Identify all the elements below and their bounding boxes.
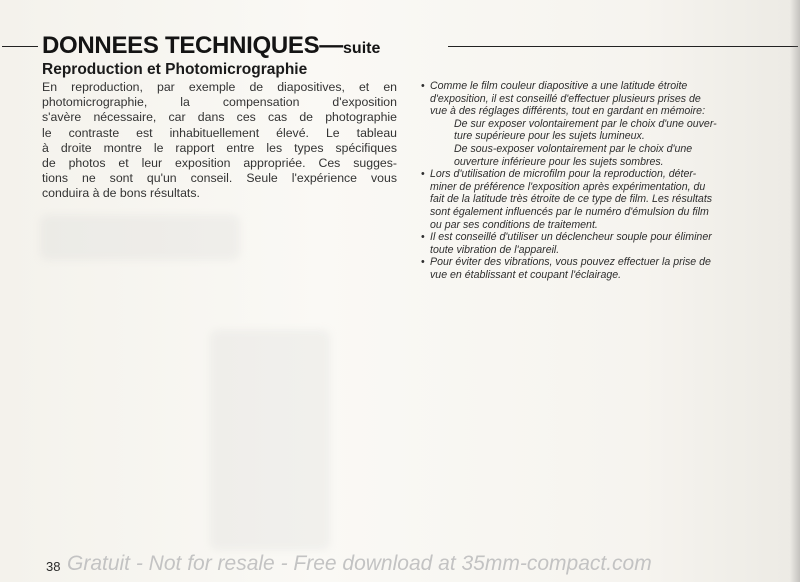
note-line: ou par ses conditions de traitement. [430, 218, 598, 231]
note-line: ouverture inférieure pour les sujets sombres. [454, 155, 664, 168]
paragraph-line: s'avère nécessaire, car dans ces cas de photographie [42, 110, 397, 125]
note-line: Pour éviter des vibrations, vous pouvez effectuer la prise de [430, 256, 711, 269]
paragraph-line: photomicrographie, la compensation d'exposition [42, 95, 397, 110]
page-number: 38 [46, 559, 61, 574]
page-title-main: DONNEES TECHNIQUES— [42, 32, 344, 59]
paragraph-line: le contraste est inhabituellement élevé. Le tableau [42, 125, 397, 140]
note-item [420, 231, 778, 256]
bullet-icon: • [421, 168, 425, 181]
note-subitem [430, 143, 778, 168]
note-line: Lors d'utilisation de microfilm pour la reproduction, déter- [430, 168, 697, 181]
page-footer [44, 550, 784, 580]
bullet-icon: • [421, 80, 425, 92]
note-line: sont également influencés par le numéro d'émulsion du film [430, 205, 709, 218]
show-through-shadow [40, 215, 240, 260]
note-line: ture supérieure pour les sujets lumineux. [454, 130, 645, 143]
note-line: vue en établissant et coupant l'éclairage. [430, 268, 622, 281]
page-title [42, 32, 380, 60]
paragraph-line: à droite montre le rapport entre les types spécifiques [42, 140, 397, 155]
download-watermark: Gratuit - Not for resale - Free download at 35mm-compact.com [67, 552, 652, 575]
note-item [420, 168, 778, 231]
header-rule-right [448, 46, 798, 47]
note-item [420, 256, 778, 281]
note-line: vue à des réglages différents, tout en gardant en mémoire: [430, 105, 706, 118]
note-line: d'exposition, il est conseillé d'effectuer plusieurs prises de [430, 92, 701, 105]
note-line: De sur exposer volontairement par le choix d'une ouver- [454, 117, 717, 130]
page-header [0, 32, 800, 58]
note-item [420, 80, 778, 168]
paragraph-line: conduira à de bons résultats. [42, 186, 200, 201]
page-edge-shadow [790, 0, 800, 582]
note-line: toute vibration de l'appareil. [430, 243, 560, 256]
note-line: De sous-exposer volontairement par le choix d'une [454, 142, 693, 155]
note-subitem [430, 118, 778, 143]
paragraph-line: En reproduction, par exemple de diapositives, et en [42, 80, 397, 94]
show-through-shadow [210, 330, 330, 550]
paragraph-line: de photos et leur exposition appropriée. Ces sugges- [42, 156, 397, 171]
page-title-suffix: suite [343, 40, 381, 57]
body-paragraph [42, 80, 397, 202]
note-line: Il est conseillé d'utiliser un déclencheur souple pour éliminer [430, 231, 712, 244]
note-line: miner de préférence l'exposition après expérimentation, du [430, 180, 706, 193]
header-rule-left [2, 46, 38, 47]
note-line: fait de la latitude très étroite de ce type de film. Les résultats [430, 193, 713, 206]
paragraph-line: tions ne sont qu'un conseil. Seule l'expérience vous [42, 171, 397, 186]
notes-list [420, 80, 778, 282]
section-heading: Reproduction et Photomicrographie [42, 61, 308, 78]
bullet-icon: • [421, 231, 425, 244]
bullet-icon: • [421, 256, 425, 269]
note-line: Comme le film couleur diapositive a une latitude étroite [430, 80, 688, 92]
